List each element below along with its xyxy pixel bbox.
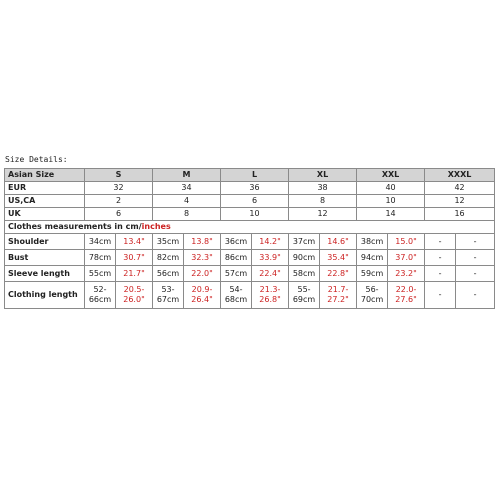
size-value: 6 [221,195,289,208]
measurement-cm: 35cm [153,234,184,250]
section-heading-text: Clothes measurements in cm/ [8,222,142,231]
measurement-inches: 14.2" [252,234,289,250]
measurement-inches: 21.7- 27.2" [320,282,357,309]
measurement-label: Shoulder [5,234,85,250]
measurement-inches: 14.6" [320,234,357,250]
size-value: 8 [153,208,221,221]
measurement-cm: 54- 68cm [221,282,252,309]
size-value: 42 [425,182,495,195]
section-heading-inches: inches [141,222,171,231]
size-header-xxl: XXL [357,169,425,182]
measurement-inches: 22.0- 27.6" [388,282,425,309]
size-value: 6 [85,208,153,221]
measurement-row [5,250,495,266]
size-header-l: L [221,169,289,182]
measurement-row [5,266,495,282]
measurements-section-row [5,221,495,234]
measurement-cm: - [425,234,456,250]
measurement-cm: 82cm [153,250,184,266]
size-value: 40 [357,182,425,195]
size-value: 2 [85,195,153,208]
measurement-inches: 20.5- 26.0" [116,282,153,309]
measurement-inches: 22.8" [320,266,357,282]
size-row [5,182,495,195]
size-value: 12 [425,195,495,208]
measurement-label: Clothing length [5,282,85,309]
measurement-inches: 20.9- 26.4" [184,282,221,309]
measurement-inches: - [456,282,495,309]
size-value: 36 [221,182,289,195]
measurement-cm: 90cm [289,250,320,266]
measurement-row [5,234,495,250]
size-value: 4 [153,195,221,208]
measurements-section-heading [5,221,495,234]
size-chart-table [4,168,495,309]
size-header-xxxl: XXXL [425,169,495,182]
size-chart-body [5,169,495,309]
measurement-inches: - [456,266,495,282]
measurement-cm: - [425,266,456,282]
measurement-cm: 55- 69cm [289,282,320,309]
measurement-inches: 22.4" [252,266,289,282]
measurement-inches: 35.4" [320,250,357,266]
measurement-cm: 59cm [357,266,388,282]
size-row [5,208,495,221]
measurement-cm: 36cm [221,234,252,250]
measurement-cm: 56cm [153,266,184,282]
measurement-inches: 37.0" [388,250,425,266]
size-details-title: Size Details: [5,155,68,164]
measurement-inches: 32.3" [184,250,221,266]
measurement-inches: 13.8" [184,234,221,250]
size-value: 32 [85,182,153,195]
measurement-inches: 33.9" [252,250,289,266]
header-label: Asian Size [5,169,85,182]
measurement-inches: 21.7" [116,266,153,282]
size-value: 14 [357,208,425,221]
measurement-cm: 38cm [357,234,388,250]
measurement-cm: - [425,250,456,266]
measurement-inches: - [456,250,495,266]
size-value: 8 [289,195,357,208]
measurement-cm: 53- 67cm [153,282,184,309]
measurement-inches: 13.4" [116,234,153,250]
measurement-cm: 94cm [357,250,388,266]
measurement-inches: 21.3- 26.8" [252,282,289,309]
header-row [5,169,495,182]
measurement-inches: 22.0" [184,266,221,282]
size-header-xl: XL [289,169,357,182]
size-row-label: UK [5,208,85,221]
size-value: 12 [289,208,357,221]
measurement-cm: 78cm [85,250,116,266]
size-row-label: EUR [5,182,85,195]
size-row [5,195,495,208]
size-value: 16 [425,208,495,221]
size-header-m: M [153,169,221,182]
size-value: 38 [289,182,357,195]
size-value: 10 [221,208,289,221]
measurement-inches: 23.2" [388,266,425,282]
measurement-inches: 15.0" [388,234,425,250]
measurement-cm: - [425,282,456,309]
measurement-inches: 30.7" [116,250,153,266]
measurement-cm: 52- 66cm [85,282,116,309]
measurement-cm: 37cm [289,234,320,250]
size-row-label: US,CA [5,195,85,208]
measurement-cm: 34cm [85,234,116,250]
measurement-cm: 86cm [221,250,252,266]
measurement-label: Bust [5,250,85,266]
measurement-cm: 57cm [221,266,252,282]
measurement-row [5,282,495,309]
measurement-cm: 56- 70cm [357,282,388,309]
size-header-s: S [85,169,153,182]
measurement-cm: 58cm [289,266,320,282]
measurement-inches: - [456,234,495,250]
measurement-cm: 55cm [85,266,116,282]
measurement-label: Sleeve length [5,266,85,282]
size-value: 10 [357,195,425,208]
size-value: 34 [153,182,221,195]
